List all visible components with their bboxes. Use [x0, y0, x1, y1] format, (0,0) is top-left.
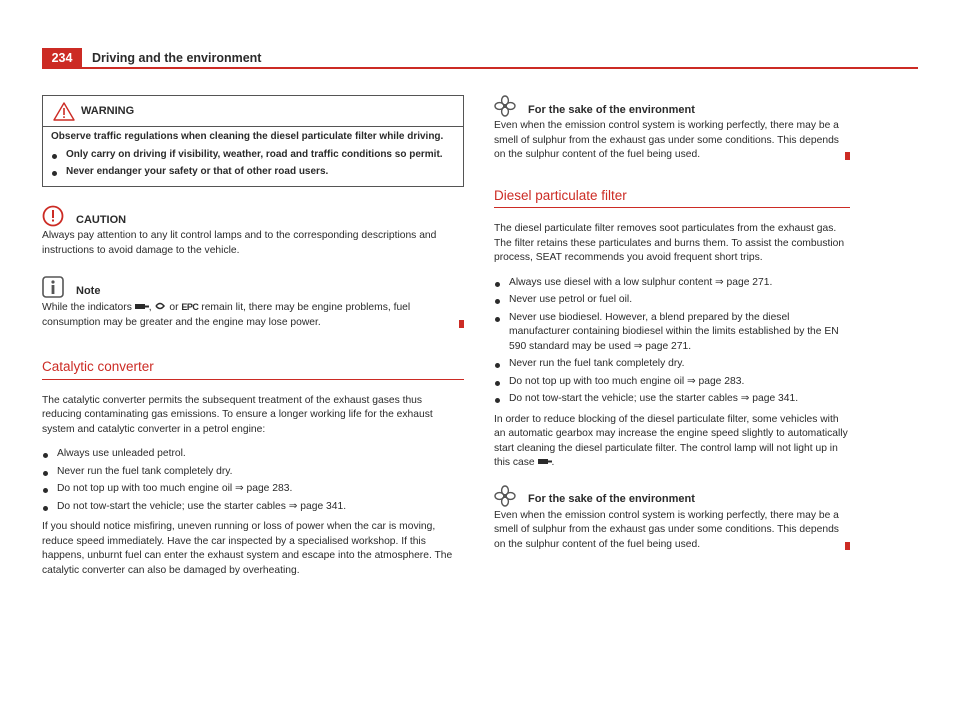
right-column	[494, 95, 850, 552]
environment-header-2	[494, 485, 850, 507]
caution-text: Always pay attention to any lit control lamps and to the corresponding descriptions and instructions to avoid damage to the vehicle.	[42, 230, 437, 256]
end-mark	[459, 320, 464, 328]
catalytic-outro: If you should notice misfiring, uneven running or loss of power when the car is moving, reduce speed immediately. Have the car inspected by a specialised workshop. If this happens, unburnt fuel can enter the exhaust system and escape into the atmosphere. The catalytic converter can also be damaged by overheating.	[42, 521, 453, 576]
environment-text-1	[494, 119, 850, 163]
note-text-start: While the indicators	[42, 302, 132, 313]
list-item: Do not tow-start the vehicle; use the starter cables ⇒ page 341.	[494, 392, 850, 407]
dpf-list	[494, 276, 850, 407]
dpf-outro	[494, 413, 850, 471]
exhaust-lamp-icon	[135, 302, 149, 311]
note-sep-1: ,	[148, 302, 152, 313]
end-mark	[845, 542, 850, 550]
warning-box	[42, 95, 464, 187]
glow-plug-icon	[154, 301, 166, 311]
warning-header	[43, 96, 463, 127]
note-sep-2: or	[169, 302, 179, 313]
list-item: Never run the fuel tank completely dry.	[494, 357, 850, 372]
dpf-outro-end: .	[551, 457, 555, 468]
list-item: Never use biodiesel. However, a blend prepared by the diesel manufacturer containing biodiesel within the limits established by the EN 590 standard may be used ⇒ page 271.	[494, 311, 850, 355]
caution-icon	[42, 205, 66, 227]
note-icon	[42, 276, 66, 298]
list-item: Never use petrol or fuel oil.	[494, 293, 850, 308]
caution-notice	[42, 205, 464, 258]
list-item: Do not tow-start the vehicle; use the starter cables ⇒ page 341.	[42, 500, 464, 515]
list-item: Always use diesel with a low sulphur content ⇒ page 271.	[494, 276, 850, 291]
environment-header-1	[494, 95, 850, 117]
environment-note-2	[494, 485, 850, 553]
environment-flower-icon	[494, 95, 518, 117]
warning-triangle-icon	[53, 102, 75, 121]
note-text-end: remain lit, there may be engine problems, fuel consumption may be greater and the engine may lose power.	[42, 302, 411, 328]
dpf-outro-text: In order to reduce blocking of the diesel particulate filter, some vehicles with an automatic gearbox may increase the engine speed slightly to automatically start cleaning the diesel particulate filter. The control lamp will not light up in this case	[494, 413, 848, 468]
left-column	[42, 95, 464, 578]
end-mark	[845, 152, 850, 160]
note-header	[42, 276, 464, 298]
note-title: Note	[76, 284, 101, 297]
section-title-dpf: Diesel particulate filter	[494, 189, 850, 209]
list-item: Do not top up with too much engine oil ⇒ page 283.	[42, 482, 464, 497]
environment-text-2-content: Even when the emission control system is working perfectly, there may be a smell of sulphur from the exhaust gas under some conditions. This depends on the sulphur content of the fuel being used.	[494, 509, 839, 550]
warning-body	[43, 127, 463, 179]
section-title-catalytic: Catalytic converter	[42, 360, 464, 380]
warning-list	[51, 148, 455, 179]
catalytic-list	[42, 447, 464, 514]
list-item: Do not top up with too much engine oil ⇒ page 283.	[494, 375, 850, 390]
page-number: 234	[42, 48, 82, 69]
catalytic-intro: The catalytic converter permits the subsequent treatment of the exhaust gases thus reducing contaminating gas emissions. To ensure a longer working life for the exhaust system and catalytic converter in a petrol engine:	[42, 394, 433, 435]
dpf-intro: The diesel particulate filter removes soot particulates from the exhaust gas. The filter retains these particulates and burns them. To assist the combustion process, SEAT recommends you avoid frequent short trips.	[494, 223, 845, 263]
note-notice	[42, 276, 464, 330]
environment-title-1: For the sake of the environment	[528, 103, 695, 116]
warning-title: WARNING	[81, 104, 135, 117]
list-item: Never run the fuel tank completely dry.	[42, 465, 464, 480]
caution-title: CAUTION	[76, 213, 127, 226]
header-rule	[42, 67, 918, 69]
header-title: Driving and the environment	[92, 51, 262, 65]
epc-lamp-label: EPC	[181, 302, 199, 312]
caution-header	[42, 205, 464, 227]
environment-title-2: For the sake of the environment	[528, 493, 695, 505]
exhaust-lamp-icon	[538, 457, 552, 466]
list-item: Never endanger your safety or that of other road users.	[51, 165, 455, 179]
list-item: Only carry on driving if visibility, weather, road and traffic conditions so permit.	[51, 148, 455, 162]
environment-flower-icon	[494, 485, 518, 507]
warning-text: Observe traffic regulations when cleaning the diesel particulate filter while driving.	[51, 131, 444, 142]
environment-note-1	[494, 95, 850, 163]
environment-text-2	[494, 509, 850, 553]
list-item: Always use unleaded petrol.	[42, 447, 464, 462]
environment-text-1-content: Even when the emission control system is working perfectly, there may be a smell of sulphur from the exhaust gas under some conditions. This depends on the sulphur content of the fuel being used.	[494, 120, 839, 160]
note-text	[42, 300, 464, 330]
